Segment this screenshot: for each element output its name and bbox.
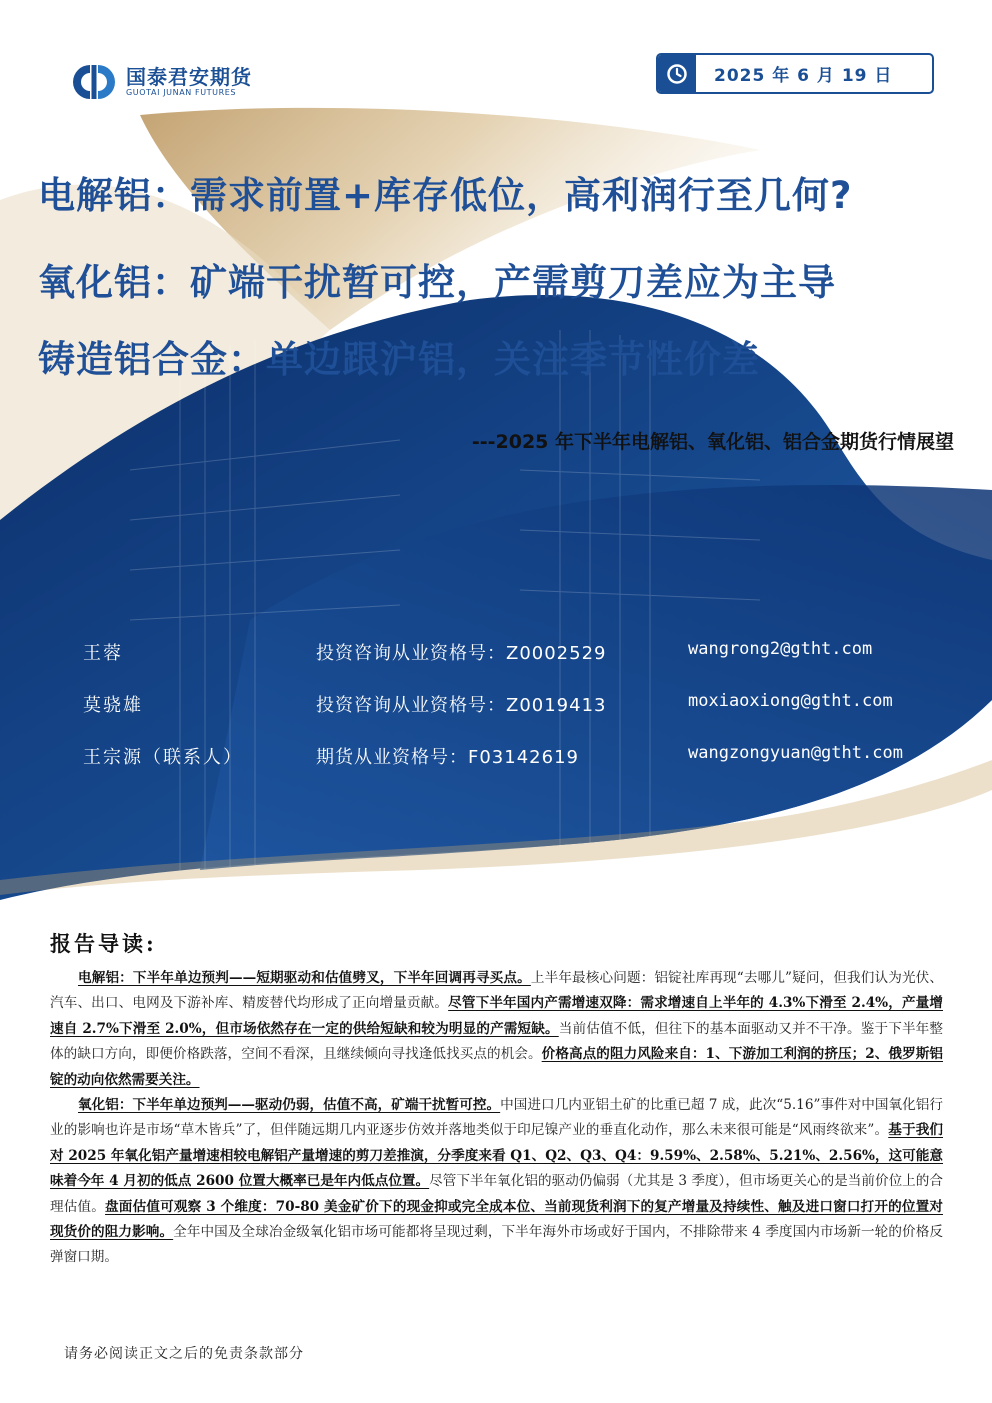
report-date-box	[656, 53, 934, 94]
author-email-link[interactable]: moxiaoxiong@gtht.com	[688, 691, 893, 711]
author-name: 王宗源（联系人）	[83, 747, 243, 768]
company-name-cn: 国泰君安期货	[126, 65, 252, 89]
body-text: 当前估值不低，但往下的基本面驱动又并不干净。鉴于下半年整体的缺口方向，即便价格跌落，空间不看深，且继续倾向寻找逢低找买点的机会。	[50, 1020, 943, 1063]
report-subtitle: ---2025 年下半年电解铝、氧化铝、铝合金期货行情展望	[471, 431, 954, 453]
guide-paragraph-alumina	[50, 1093, 943, 1271]
author-name: 王蓉	[83, 643, 123, 664]
emphasis-text: 电解铝：下半年单边预判——短期驱动和估值劈叉，下半年回调再寻买点。	[78, 970, 531, 986]
author-email-link[interactable]: wangzongyuan@gtht.com	[688, 743, 903, 763]
company-logo-mark-icon	[70, 63, 118, 101]
report-date: 2025 年 6 月 19 日	[714, 66, 893, 86]
emphasis-text: 盘面估值可观察 3 个维度：70-80 美金矿价下的现金抑或完全成本位、当前现货利润下的复产增量及持续性、触及进口窗口打开的位置对现货价的阻力影响。	[50, 1198, 943, 1241]
author-license: 投资咨询从业资格号：Z0019413	[316, 695, 607, 716]
author-name: 莫骁雄	[83, 695, 143, 716]
author-email-link[interactable]: wangrong2@gtht.com	[688, 639, 873, 659]
report-guide-heading: 报告导读:	[50, 931, 157, 956]
author-row	[0, 743, 992, 773]
title-electrolytic-aluminum: 电解铝：需求前置+库存低位，高利润行至几何?	[38, 174, 853, 217]
report-guide-body	[50, 966, 943, 1271]
body-text: 全年中国及全球冶金级氧化铝市场可能都将呈现过剩，下半年海外市场或好于国内，不排除带来 4 季度国内市场新一轮的价格反弹窗口期。	[50, 1224, 943, 1266]
disclaimer-note: 请务必阅读正文之后的免责条款部分	[64, 1346, 304, 1362]
body-text: 上半年最核心问题：铝锭社库再现“去哪儿”疑问，但我们认为光伏、汽车、出口、电网及下游补库、精废替代均形成了正向增量贡献。	[50, 970, 943, 1012]
author-license: 投资咨询从业资格号：Z0002529	[316, 643, 607, 664]
emphasis-text: 氧化铝：下半年单边预判——驱动仍弱，估值不高，矿端干扰暂可控。	[78, 1097, 501, 1114]
clock-icon	[666, 63, 688, 85]
title-alumina: 氧化铝：矿端干扰暂可控，产需剪刀差应为主导	[38, 261, 836, 304]
author-row	[0, 691, 992, 721]
guide-paragraph-electrolytic	[50, 966, 943, 1093]
body-text: 中国进口几内亚铝土矿的比重已超 7 成，此次“5.16”事件对中国氧化铝行业的影响也许是市场“草木皆兵”了，但伴随远期几内亚逐步仿效并落地类似于印尼镍产业的垂直化动作，那么未来很可能是“风雨终欲来”。	[50, 1097, 943, 1139]
author-row	[0, 639, 992, 669]
emphasis-text: 尽管下半年国内产需增速双降：需求增速自上半年的 4.3%下滑至 2.4%，产量增速自 2.7%下滑至 2.0%，但市场依然存在一定的供给短缺和较为明显的产需短缺。	[50, 995, 943, 1037]
company-logo	[70, 62, 252, 102]
author-license: 期货从业资格号：F03142619	[316, 747, 579, 768]
title-cast-aluminum-alloy: 铸造铝合金：单边跟沪铝，关注季节性价差	[38, 338, 760, 381]
emphasis-text: 基于我们对 2025 年氧化铝产量增速相较电解铝产量增速的剪刀差推演，分季度来看 Q1、Q2、Q3、Q4：9.59%、2.58%、5.21%、2.56%，这可能意味着今年 4 月初的低点 2600 位置大概率已是年内低点位置。	[50, 1122, 944, 1190]
emphasis-text: 价格高点的阻力风险来自：1、下游加工利润的挤压；2、俄罗斯铝锭的动向依然需要关注。	[50, 1046, 943, 1088]
body-text: 尽管下半年氧化铝的驱动仍偏弱（尤其是 3 季度），但市场更关心的是当前价位上的合理估值。	[50, 1173, 943, 1215]
company-name-en: GUOTAI JUNAN FUTURES	[126, 88, 237, 97]
